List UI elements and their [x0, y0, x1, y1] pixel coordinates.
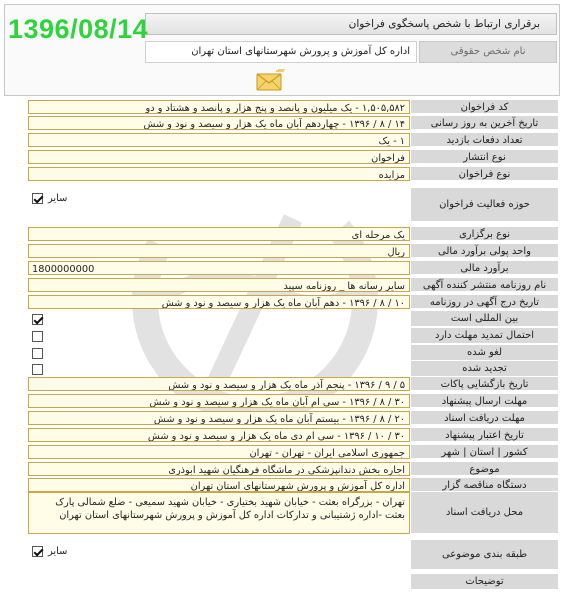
- row-call-code: [28, 100, 558, 114]
- row-doc-deadline: [28, 411, 558, 425]
- submit-deadline-label: مهلت ارسال پیشنهاد: [410, 394, 558, 408]
- row-extension: [28, 328, 558, 344]
- topic-class-checkbox[interactable]: [32, 546, 43, 557]
- subject-value: اجاره بخش دندانپزشکی در ماشگاه فرهنگیان شهید ابوذری: [28, 462, 410, 476]
- legal-person-value: اداره کل آموزش و پرورش شهرستانهای استان تهران: [145, 41, 417, 63]
- newspaper-label: نام روزنامه منتشر کننده آگهی: [410, 278, 558, 292]
- row-ad-date: [28, 295, 558, 309]
- last-update-label: تاریخ آخرین به روز رسانی: [410, 116, 558, 130]
- row-organizer: [28, 478, 558, 492]
- holding-type-value: یک مرحله ای: [28, 227, 410, 241]
- currency-unit-value: ریال: [28, 244, 410, 258]
- row-location: [28, 445, 558, 459]
- international-label: بین المللی است: [410, 311, 558, 327]
- row-topic-class: [28, 540, 558, 570]
- notes-label: توضیحات: [410, 574, 558, 590]
- call-type-label: نوع فراخوان: [410, 167, 558, 181]
- budget-label: برآورد مالی: [410, 261, 558, 275]
- row-budget: [28, 261, 558, 275]
- extension-checkbox[interactable]: [32, 331, 43, 342]
- row-doc-place: [28, 492, 558, 534]
- opening-date-value: ۵ / ۹ / ۱۳۹۶ - پنجم آذر ماه یک هزار و سیصد و نود و شش: [28, 377, 410, 391]
- renewed-label: تجدید شده: [410, 361, 558, 377]
- row-call-type: [28, 167, 558, 181]
- holding-type-label: نوع برگزاری: [410, 227, 558, 241]
- cancelled-label: لغو شده: [410, 345, 558, 361]
- location-label: کشور | استان | شهر: [410, 445, 558, 459]
- date-stamp: 1396/08/14: [8, 14, 149, 44]
- validity-date-value: ۳۰ / ۱۰ / ۱۳۹۶ - سی ام دی ماه یک هزار و سیصد و نود و شش: [28, 428, 410, 442]
- renewed-checkbox[interactable]: [32, 364, 43, 375]
- row-opening-date: [28, 377, 558, 391]
- row-newspaper: [28, 278, 558, 292]
- opening-date-label: تاریخ بازگشایی پاکات: [410, 377, 558, 391]
- row-activity-area: [28, 188, 558, 222]
- legal-person-label: نام شخص حقوقی: [419, 41, 557, 63]
- newspaper-value: سایر رسانه ها _ روزنامه سپید: [28, 278, 410, 292]
- visit-count-value: ۱ - یک: [28, 133, 410, 147]
- activity-area-value: سایر: [48, 192, 68, 204]
- ad-date-value: ۱۰ / ۸ / ۱۳۹۶ - دهم آبان ماه یک هزار و سیصد و نود و شش: [28, 295, 410, 309]
- organizer-label: دستگاه مناقصه گزار: [410, 478, 558, 492]
- row-currency-unit: [28, 244, 558, 258]
- doc-place-label: محل دریافت اسناد: [410, 492, 558, 534]
- organizer-value: اداره کل آموزش و پرورش شهرستانهای استان تهران: [28, 478, 410, 492]
- call-code-value: ۱,۵۰۵,۵۸۲ - یک میلیون و پانصد و پنج هزار و پانصد و هشتاد و دو: [28, 100, 410, 114]
- row-visit-count: [28, 133, 558, 147]
- row-international: [28, 311, 558, 327]
- currency-unit-label: واحد پولی برآورد مالی: [410, 244, 558, 258]
- row-subject: [28, 462, 558, 476]
- row-last-update: [28, 116, 558, 130]
- topic-class-value: سایر: [48, 545, 68, 557]
- budget-value: 1800000000: [28, 261, 410, 275]
- submit-deadline-value: ۳۰ / ۸ / ۱۳۹۶ - سی ام آبان ماه یک هزار و سیصد و نود و شش: [28, 394, 410, 408]
- doc-deadline-value: ۲۰ / ۸ / ۱۳۹۶ - بیستم آبان ماه یک هزار و سیصد و نود و شش: [28, 411, 410, 425]
- last-update-value: ۱۴ / ۸ / ۱۳۹۶ - چهاردهم آبان ماه یک هزار و سیصد و نود و شش: [28, 116, 410, 130]
- publish-type-label: نوع انتشار: [410, 150, 558, 164]
- ad-date-label: تاریخ درج آگهی در روزنامه: [410, 295, 558, 309]
- location-value: جمهوری اسلامی ایران - تهران - تهران: [28, 445, 410, 459]
- row-submit-deadline: [28, 394, 558, 408]
- topic-class-label: طبقه بندی موضوعی: [410, 540, 558, 570]
- extension-label: احتمال تمدید مهلت دارد: [410, 328, 558, 344]
- validity-date-label: تاریخ اعتبار پیشنهاد: [410, 428, 558, 442]
- international-checkbox[interactable]: [32, 314, 43, 325]
- subject-label: موضوع: [410, 462, 558, 476]
- row-cancelled: [28, 345, 558, 361]
- activity-area-label: حوزه فعالیت فراخوان: [410, 188, 558, 222]
- doc-deadline-label: مهلت دریافت اسناد: [410, 411, 558, 425]
- row-renewed: [28, 361, 558, 377]
- doc-place-value: تهران - بزرگراه بعثت - خیابان شهید بختیاری - خیابان شهید سمیعی - ضلع شمالی پارک بعثت -اداره ژشتیبانی و تدارکات اداره کل آموزش و پرورش شهرستانهای استان تهران: [28, 492, 410, 534]
- notes-value: [28, 574, 410, 590]
- row-publish-type: [28, 150, 558, 164]
- visit-count-label: تعداد دفعات بازدید: [410, 133, 558, 147]
- contact-responder-button[interactable]: برقراری ارتباط با شخص پاسخگوی فراخوان: [145, 13, 557, 35]
- envelope-icon[interactable]: [254, 69, 286, 93]
- call-code-label: کد فراخوان: [410, 100, 558, 114]
- row-holding-type: [28, 227, 558, 241]
- row-notes: [28, 574, 558, 590]
- cancelled-checkbox[interactable]: [32, 348, 43, 359]
- row-validity-date: [28, 428, 558, 442]
- call-type-value: مزایده: [28, 167, 410, 181]
- publish-type-value: فراخوان: [28, 150, 410, 164]
- activity-area-checkbox[interactable]: [32, 193, 43, 204]
